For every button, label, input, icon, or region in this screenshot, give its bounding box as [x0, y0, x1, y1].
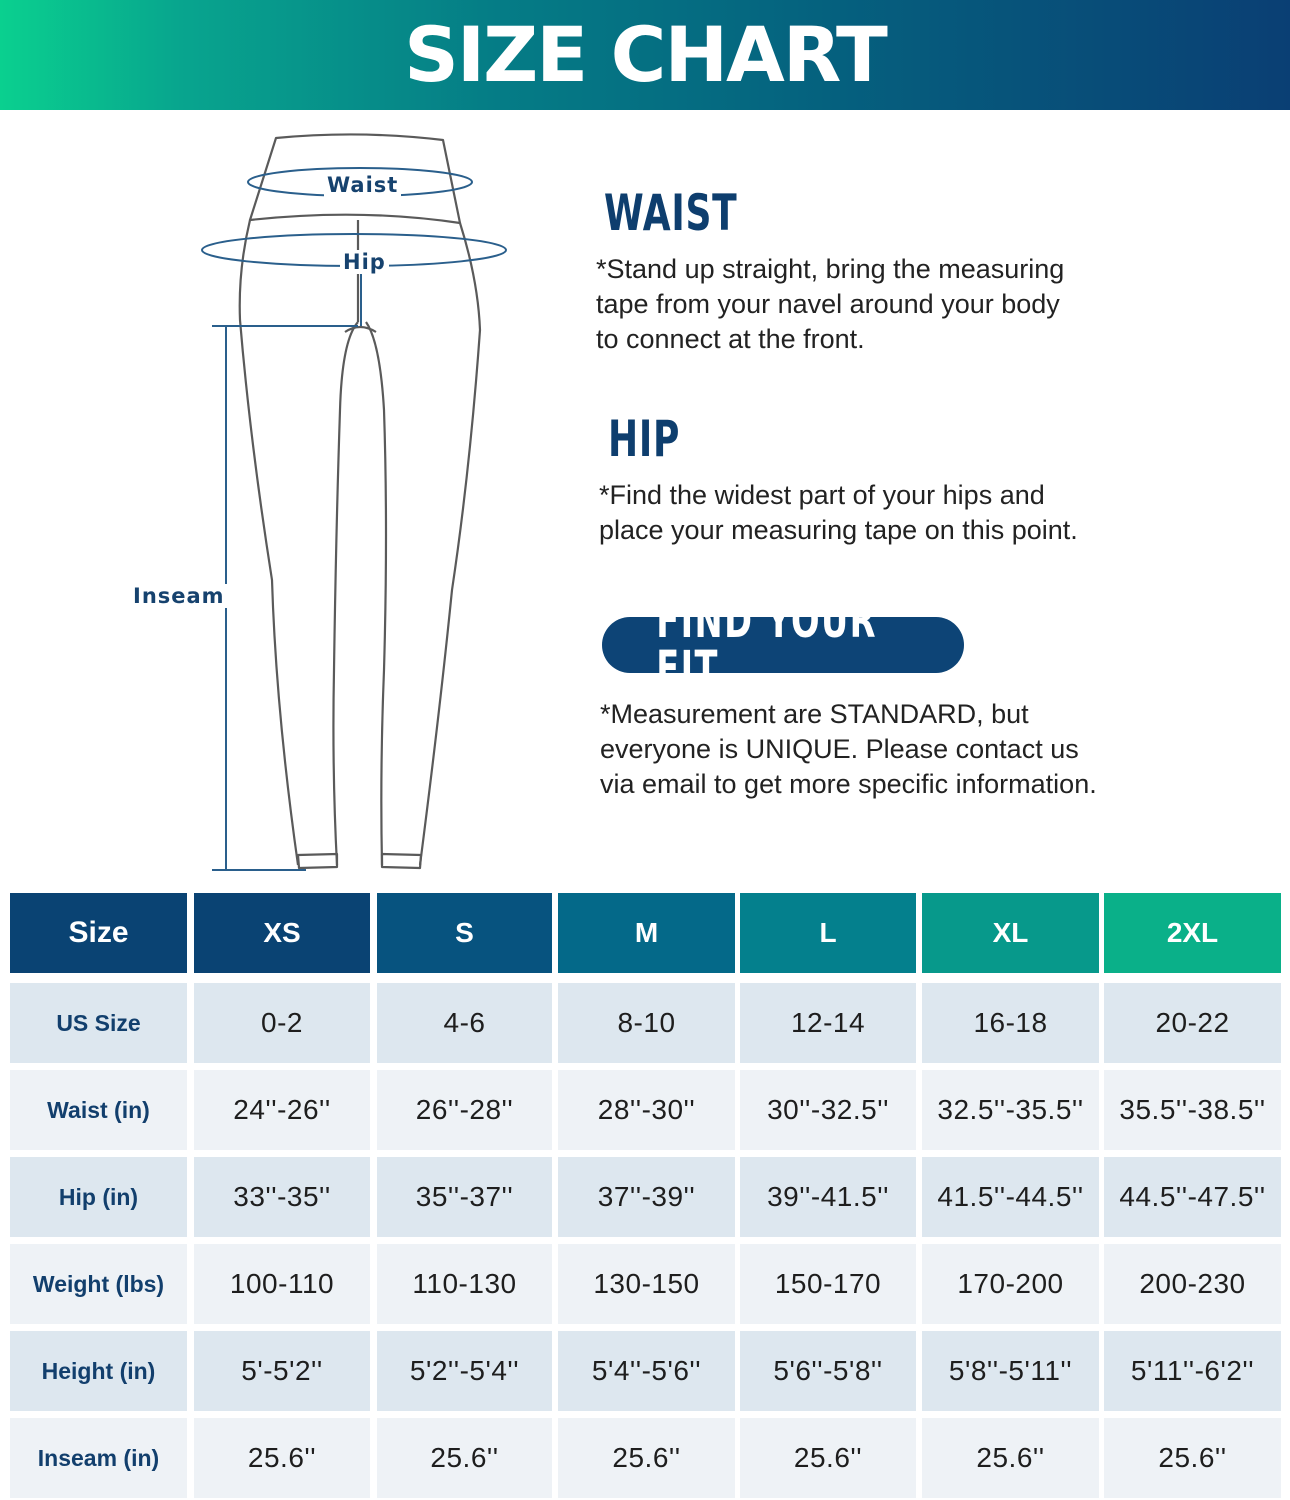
leggings-measurement-figure	[0, 110, 560, 880]
table-cell: 25.6''	[377, 1418, 552, 1498]
page-title: SIZE CHART	[404, 10, 886, 99]
table-cell: 33''-35''	[194, 1157, 370, 1237]
table-cell: 130-150	[558, 1244, 735, 1324]
waist-heading: WAIST	[604, 184, 738, 242]
hip-instructions: *Find the widest part of your hips and place your measuring tape on this point.	[599, 480, 1078, 545]
table-cell: 41.5''-44.5''	[922, 1157, 1099, 1237]
table-header-s: S	[377, 893, 552, 973]
table-header-xs: XS	[194, 893, 370, 973]
table-cell: 0-2	[194, 983, 370, 1063]
table-cell: 25.6''	[1104, 1418, 1281, 1498]
table-cell: 5'8''-5'11''	[922, 1331, 1099, 1411]
table-cell: 35.5''-38.5''	[1104, 1070, 1281, 1150]
table-cell: 170-200	[922, 1244, 1099, 1324]
table-cell: 5'11''-6'2''	[1104, 1331, 1281, 1411]
table-cell: 110-130	[377, 1244, 552, 1324]
table-cell: 200-230	[1104, 1244, 1281, 1324]
table-row-label: Inseam (in)	[10, 1418, 187, 1498]
hip-section	[596, 410, 1216, 548]
find-your-fit-badge	[602, 593, 964, 697]
fit-section	[600, 697, 1220, 802]
table-header-size: Size	[10, 893, 187, 973]
waist-instructions: *Stand up straight, bring the measuring tape from your navel around your body to connect at the front.	[596, 254, 1065, 354]
table-cell: 150-170	[740, 1244, 916, 1324]
table-row-label: Weight (lbs)	[10, 1244, 187, 1324]
leggings-illustration	[0, 110, 560, 880]
table-cell: 25.6''	[922, 1418, 1099, 1498]
table-cell: 26''-28''	[377, 1070, 552, 1150]
waist-label: Waist	[324, 173, 401, 197]
table-cell: 30''-32.5''	[740, 1070, 916, 1150]
hip-label: Hip	[340, 250, 389, 274]
table-header-2xl: 2XL	[1104, 893, 1281, 973]
table-cell: 35''-37''	[377, 1157, 552, 1237]
inseam-label: Inseam	[130, 584, 228, 608]
table-cell: 5'6''-5'8''	[740, 1331, 916, 1411]
size-chart-banner	[0, 0, 1290, 110]
find-your-fit-heading: FIND YOUR FIT	[656, 593, 877, 697]
size-table	[10, 893, 1281, 1498]
table-row-label: Height (in)	[10, 1331, 187, 1411]
table-cell: 25.6''	[740, 1418, 916, 1498]
table-cell: 8-10	[558, 983, 735, 1063]
table-cell: 12-14	[740, 983, 916, 1063]
fit-instructions: *Measurement are STANDARD, but everyone is UNIQUE. Please contact us via email to get more specific information.	[600, 699, 1097, 799]
table-cell: 25.6''	[194, 1418, 370, 1498]
table-cell: 20-22	[1104, 983, 1281, 1063]
table-cell: 100-110	[194, 1244, 370, 1324]
table-cell: 5'2''-5'4''	[377, 1331, 552, 1411]
table-header-xl: XL	[922, 893, 1099, 973]
table-cell: 4-6	[377, 983, 552, 1063]
table-cell: 5'4''-5'6''	[558, 1331, 735, 1411]
table-cell: 32.5''-35.5''	[922, 1070, 1099, 1150]
table-header-l: L	[740, 893, 916, 973]
hip-heading: HIP	[608, 410, 681, 468]
table-cell: 44.5''-47.5''	[1104, 1157, 1281, 1237]
table-row-label: US Size	[10, 983, 187, 1063]
table-row-label: Hip (in)	[10, 1157, 187, 1237]
table-cell: 5'-5'2''	[194, 1331, 370, 1411]
table-cell: 16-18	[922, 983, 1099, 1063]
table-cell: 28''-30''	[558, 1070, 735, 1150]
table-row-label: Waist (in)	[10, 1070, 187, 1150]
table-cell: 25.6''	[558, 1418, 735, 1498]
waist-section	[596, 184, 1216, 357]
table-cell: 37''-39''	[558, 1157, 735, 1237]
table-cell: 24''-26''	[194, 1070, 370, 1150]
table-cell: 39''-41.5''	[740, 1157, 916, 1237]
table-header-m: M	[558, 893, 735, 973]
